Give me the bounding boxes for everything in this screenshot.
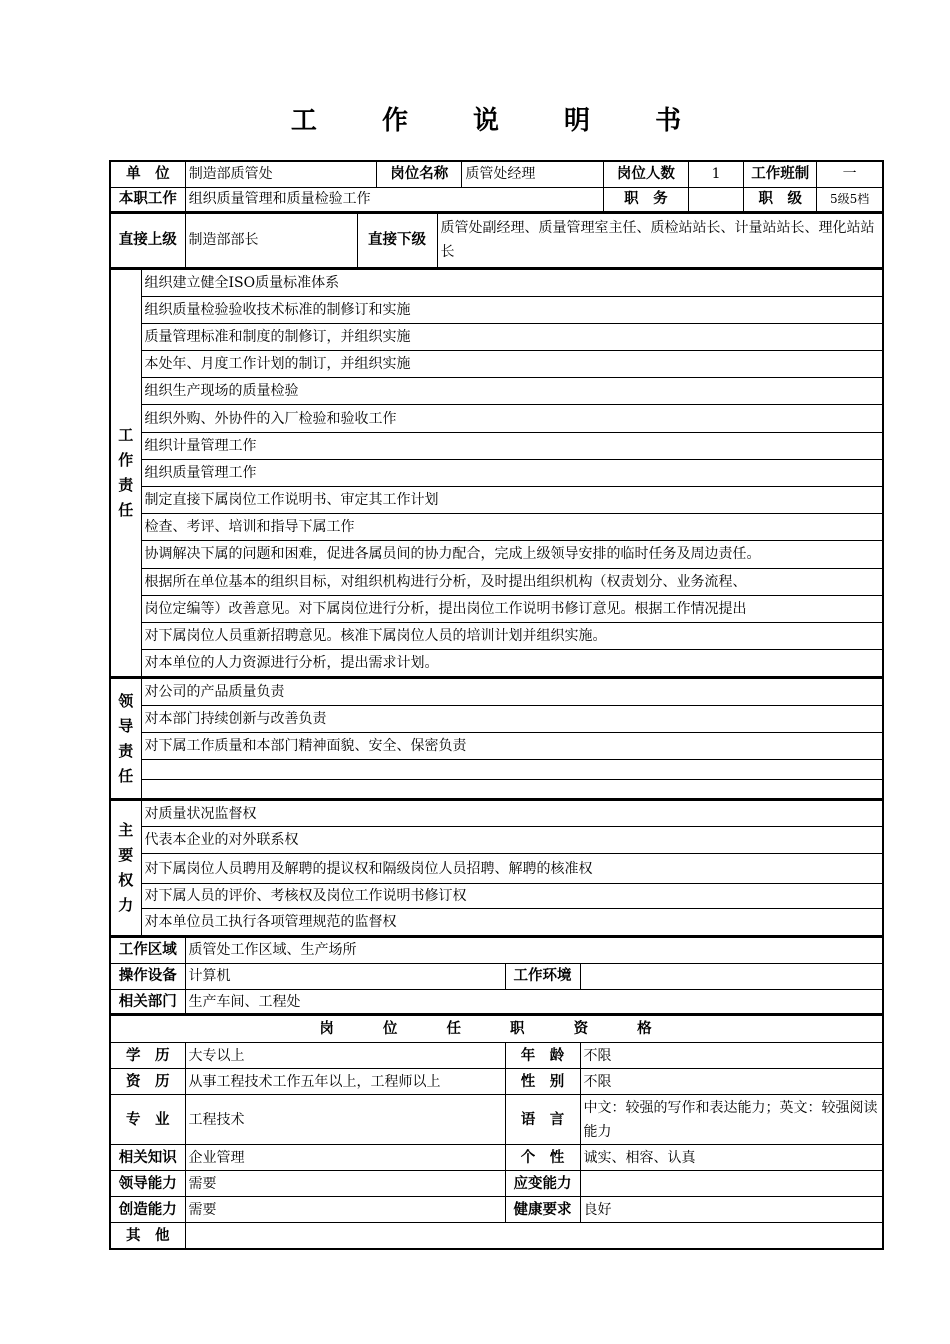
related-dept-label: 相关部门 xyxy=(110,989,185,1014)
personality-label: 个 性 xyxy=(505,1145,580,1171)
duties-label xyxy=(110,269,141,677)
equipment-label: 操作设备 xyxy=(110,963,185,989)
headcount-label: 岗位人数 xyxy=(603,161,688,187)
work-environment-value xyxy=(580,963,883,989)
equipment-value: 计算机 xyxy=(185,963,505,989)
qualifications-table xyxy=(109,1015,884,1250)
language-label: 语 言 xyxy=(505,1095,580,1145)
education-label: 学 历 xyxy=(110,1043,185,1069)
shift-label: 工作班制 xyxy=(744,161,817,187)
duties-table xyxy=(109,269,884,678)
headcount-value: 1 xyxy=(688,161,743,187)
duty-item: 制定直接下属岗位工作说明书、审定其工作计划 xyxy=(141,487,883,514)
leadership-item: 对下属工作质量和本部门精神面貌、安全、保密负责 xyxy=(141,732,883,759)
authority-item: 对下属人员的评价、考核权及岗位工作说明书修订权 xyxy=(141,884,883,909)
grade-value: 5级5档 xyxy=(817,187,883,212)
gender-value: 不限 xyxy=(580,1069,883,1095)
leadership-item: 对本部门持续创新与改善负责 xyxy=(141,705,883,732)
adaptability-value xyxy=(580,1171,883,1197)
duties-label-char: 工 xyxy=(118,425,134,444)
creativity-label: 创造能力 xyxy=(110,1197,185,1223)
health-value: 良好 xyxy=(580,1197,883,1223)
leadership-label-char: 导 xyxy=(118,716,134,735)
experience-value: 从事工程技术工作五年以上，工程师以上 xyxy=(185,1069,505,1095)
authority-table xyxy=(109,800,884,937)
reporting-table xyxy=(109,213,884,269)
authority-label-char: 要 xyxy=(118,846,134,865)
duty-item: 岗位定编等）改善意见。对下属岗位进行分析，提出岗位工作说明书修订意见。根据工作情况提出 xyxy=(141,595,883,622)
duties-label-char: 任 xyxy=(118,500,134,519)
other-label: 其 他 xyxy=(110,1223,185,1249)
duties-label-char: 责 xyxy=(118,475,134,494)
subordinate-value: 质管处副经理、质量管理室主任、质检站站长、计量站站长、理化站站长 xyxy=(437,214,883,268)
adaptability-label: 应变能力 xyxy=(505,1171,580,1197)
authority-label-char: 主 xyxy=(118,821,134,840)
shift-value: 一 xyxy=(817,161,883,187)
header-table xyxy=(109,160,884,213)
gender-label: 性 别 xyxy=(505,1069,580,1095)
authority-item: 代表本企业的对外联系权 xyxy=(141,827,883,854)
leadership-label-char: 责 xyxy=(118,741,134,760)
work-environment-label: 工作环境 xyxy=(505,963,580,989)
leadership-item xyxy=(141,779,883,799)
leadership-ability-value: 需要 xyxy=(185,1171,505,1197)
work-area-label: 工作区域 xyxy=(110,937,185,963)
leadership-label xyxy=(110,678,141,799)
job-description-form xyxy=(109,160,884,1250)
leadership-label-char: 领 xyxy=(118,691,134,710)
duty-item: 组织建立健全ISO质量标准体系 xyxy=(141,269,883,296)
duties-label-char: 作 xyxy=(118,450,134,469)
superior-label: 直接上级 xyxy=(110,214,185,268)
duty-item: 协调解决下属的问题和困难，促进各属员间的协力配合，完成上级领导安排的临时任务及周边责任。 xyxy=(141,541,883,568)
subordinate-label: 直接下级 xyxy=(357,214,437,268)
duty-item: 组织生产现场的质量检验 xyxy=(141,378,883,405)
duty-item: 根据所在单位基本的组织目标，对组织机构进行分析，及时提出组织机构（权责划分、业务流程、 xyxy=(141,568,883,595)
duty-item: 质量管理标准和制度的制修订，并组织实施 xyxy=(141,323,883,350)
duty-item: 组织外购、外协件的入厂检验和验收工作 xyxy=(141,405,883,432)
authority-item: 对本单位员工执行各项管理规范的监督权 xyxy=(141,909,883,936)
authority-label xyxy=(110,801,141,936)
duty-item: 检查、考评、培训和指导下属工作 xyxy=(141,514,883,541)
position-value: 质管处经理 xyxy=(462,161,603,187)
leadership-item xyxy=(141,759,883,779)
knowledge-value: 企业管理 xyxy=(185,1145,505,1171)
experience-label: 资 历 xyxy=(110,1069,185,1095)
health-label: 健康要求 xyxy=(505,1197,580,1223)
duty-label: 职 务 xyxy=(603,187,688,212)
authority-label-char: 力 xyxy=(118,896,134,915)
knowledge-label: 相关知识 xyxy=(110,1145,185,1171)
duty-item: 组织质量管理工作 xyxy=(141,459,883,486)
leadership-item: 对公司的产品质量负责 xyxy=(141,678,883,705)
duty-item: 组织计量管理工作 xyxy=(141,432,883,459)
page-title: 工 作 说 明 书 xyxy=(290,106,710,136)
unit-value: 制造部质管处 xyxy=(185,161,376,187)
qualifications-heading: 岗 位 任 职 资 格 xyxy=(110,1016,883,1043)
grade-label: 职 级 xyxy=(744,187,817,212)
unit-label: 单 位 xyxy=(110,161,185,187)
authority-item: 对质量状况监督权 xyxy=(141,801,883,827)
leadership-ability-label: 领导能力 xyxy=(110,1171,185,1197)
creativity-value: 需要 xyxy=(185,1197,505,1223)
duty-item: 本处年、月度工作计划的制订，并组织实施 xyxy=(141,351,883,378)
job-value: 组织质量管理和质量检验工作 xyxy=(185,187,603,212)
age-label: 年 龄 xyxy=(505,1043,580,1069)
duty-item: 对下属岗位人员重新招聘意见。核准下属岗位人员的培训计划并组织实施。 xyxy=(141,622,883,649)
major-label: 专 业 xyxy=(110,1095,185,1145)
age-value: 不限 xyxy=(580,1043,883,1069)
position-label: 岗位名称 xyxy=(377,161,462,187)
environment-table xyxy=(109,937,884,1016)
duty-item: 组织质量检验验收技术标准的制修订和实施 xyxy=(141,296,883,323)
leadership-label-char: 任 xyxy=(118,766,134,785)
major-value: 工程技术 xyxy=(185,1095,505,1145)
related-dept-value: 生产车间、工程处 xyxy=(185,989,883,1014)
education-value: 大专以上 xyxy=(185,1043,505,1069)
authority-label-char: 权 xyxy=(118,871,134,890)
work-area-value: 质管处工作区域、生产场所 xyxy=(185,937,883,963)
duty-value xyxy=(688,187,743,212)
other-value xyxy=(185,1223,883,1249)
superior-value: 制造部部长 xyxy=(185,214,357,268)
duty-item: 对本单位的人力资源进行分析，提出需求计划。 xyxy=(141,650,883,677)
job-label: 本职工作 xyxy=(110,187,185,212)
authority-item: 对下属岗位人员聘用及解聘的提议权和隔级岗位人员招聘、解聘的核准权 xyxy=(141,854,883,884)
language-value: 中文：较强的写作和表达能力；英文：较强阅读能力 xyxy=(580,1095,883,1145)
leadership-table xyxy=(109,678,884,801)
personality-value: 诚实、相容、认真 xyxy=(580,1145,883,1171)
